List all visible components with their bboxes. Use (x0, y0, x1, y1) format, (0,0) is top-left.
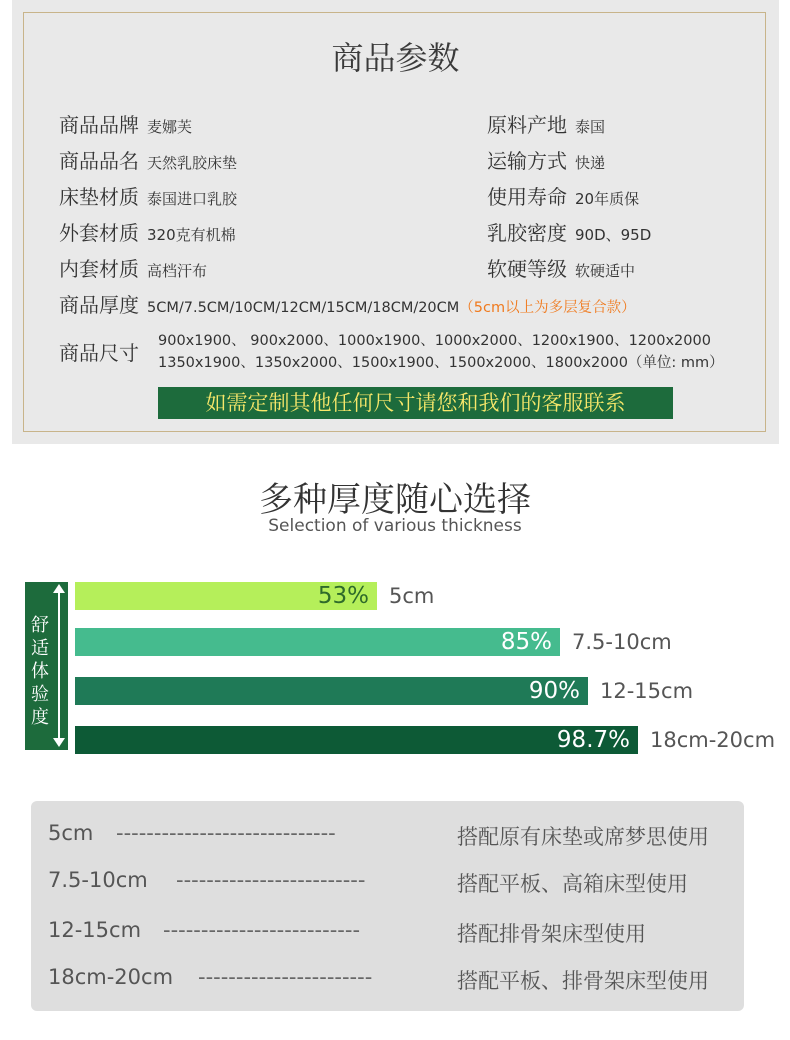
usage-size: 5cm (48, 821, 94, 845)
param-value: 320克有机棉 (147, 226, 236, 244)
thickness-bar (75, 677, 588, 705)
param-brand (59, 109, 192, 138)
thickness-subtitle: Selection of various thickness (268, 516, 522, 536)
thickness-note: （5cm以上为多层复合款） (459, 300, 636, 316)
param-label: 外套材质 (59, 221, 139, 245)
usage-dashes: -------------------------- (163, 918, 361, 942)
param-label: 商品品名 (59, 149, 139, 173)
param-label: 使用寿命 (487, 185, 567, 209)
param-value: 90D、95D (575, 226, 652, 244)
param-lifespan (487, 181, 639, 210)
param-label: 软硬等级 (487, 257, 567, 281)
bar-category-label: 7.5-10cm (572, 630, 672, 654)
thickness-bar (75, 628, 560, 656)
params-frame (23, 12, 766, 432)
bar-category-label: 5cm (389, 584, 435, 608)
param-mattress-material (59, 181, 237, 210)
usage-desc: 搭配原有床垫或席梦思使用 (457, 825, 709, 849)
usage-size: 7.5-10cm (48, 868, 148, 892)
comfort-axis (25, 582, 68, 750)
param-label: 原料产地 (487, 113, 567, 137)
param-value: 软硬适中 (575, 262, 636, 280)
param-label: 乳胶密度 (487, 221, 567, 245)
arrow-down-icon (53, 738, 65, 747)
axis-label: 舒适体验度 (31, 615, 49, 728)
usage-desc: 搭配平板、排骨架床型使用 (457, 969, 709, 993)
thickness-bar (75, 726, 638, 754)
param-label: 商品品牌 (59, 113, 139, 137)
param-value: 快递 (575, 154, 606, 172)
bar-value-label: 98.7% (556, 727, 630, 753)
param-value: 泰国进口乳胶 (147, 190, 238, 208)
thickness-value: 5CM/7.5CM/10CM/12CM/15CM/18CM/20CM (147, 300, 460, 316)
bar-category-label: 12-15cm (600, 679, 694, 703)
param-label: 运输方式 (487, 149, 567, 173)
usage-dashes: ------------------------- (176, 868, 366, 892)
product-params-panel (12, 0, 779, 444)
param-shipping (487, 145, 605, 174)
usage-row (48, 868, 738, 898)
param-thickness (59, 289, 636, 318)
size-line-1: 900x1900、 900x2000、1000x1900、1000x2000、1200x1900、1200x2000 (158, 333, 711, 349)
custom-size-banner: 如需定制其他任何尺寸请您和我们的客服联系 (158, 387, 673, 419)
param-value: 高档汗布 (147, 262, 208, 280)
param-inner-material (59, 253, 207, 282)
usage-dashes: ----------------------------- (116, 821, 336, 845)
bar-value-label: 85% (500, 629, 552, 655)
usage-desc: 搭配平板、高箱床型使用 (457, 872, 688, 896)
usage-row (48, 918, 738, 948)
param-origin (487, 109, 605, 138)
param-firmness (487, 253, 635, 282)
param-value: 天然乳胶床垫 (147, 154, 238, 172)
param-label: 床垫材质 (59, 185, 139, 209)
thickness-title: 多种厚度随心选择 (259, 480, 531, 520)
bar-value-label: 53% (317, 583, 369, 609)
param-value: 泰国 (575, 118, 606, 136)
param-cover-material (59, 217, 236, 246)
axis-line (58, 592, 60, 738)
bar-value-label: 90% (528, 678, 580, 704)
thickness-bar (75, 582, 377, 610)
param-size-label: 商品尺寸 (59, 341, 139, 365)
usage-size: 12-15cm (48, 918, 142, 942)
param-density (487, 217, 651, 246)
param-value: 麦娜芙 (147, 118, 193, 136)
param-name (59, 145, 237, 174)
usage-row (48, 965, 738, 995)
usage-dashes: ----------------------- (198, 965, 373, 989)
usage-table (31, 801, 744, 1011)
usage-size: 18cm-20cm (48, 965, 174, 989)
param-label: 商品厚度 (59, 293, 139, 317)
usage-desc: 搭配排骨架床型使用 (457, 922, 646, 946)
param-value: 20年质保 (575, 190, 640, 208)
usage-row (48, 821, 738, 851)
params-title: 商品参数 (331, 39, 460, 77)
size-line-2: 1350x1900、1350x2000、1500x1900、1500x2000、1800x2000（单位: mm） (158, 355, 724, 371)
param-label: 内套材质 (59, 257, 139, 281)
bar-category-label: 18cm-20cm (650, 728, 776, 752)
